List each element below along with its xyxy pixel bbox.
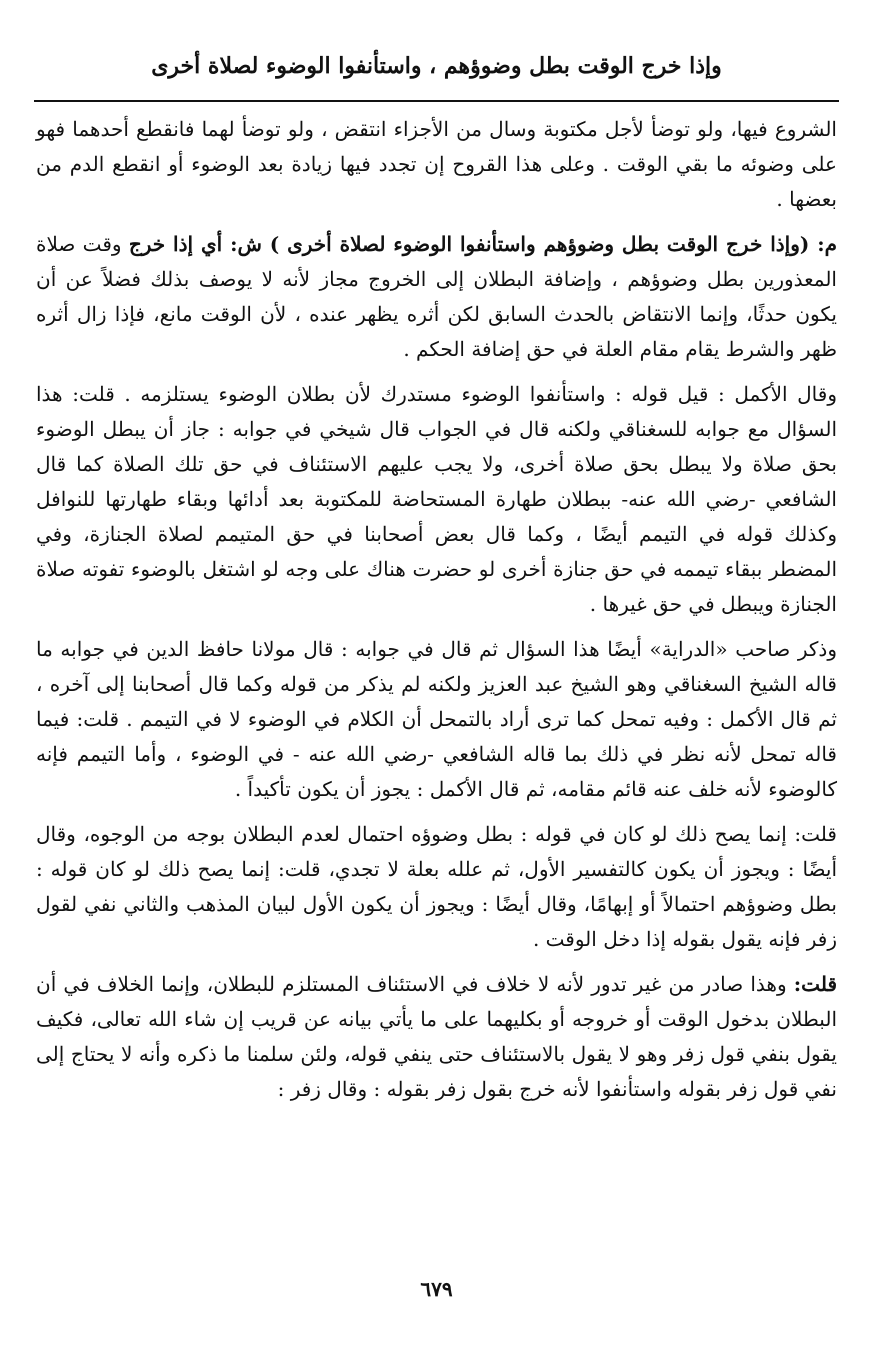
paragraph-1-text: الشروع فيها، ولو توضأ لأجل مكتوبة وسال من الأجزاء انتقض ، ولو توضأ لهما فانقطع أحدهما فهو على وضوئه ما بقي الوقت . وعلى هذا القروح إن تجدد فيها زيادة بعد الوضوء أو انقطع الدم من بعضها .: [36, 117, 837, 211]
paragraph-3-text: وقال الأكمل : قيل قوله : واستأنفوا الوضوء مستدرك لأن بطلان الوضوء يستلزمه . قلت: هذا السؤال مع جوابه للسغناقي ولكنه قال في الجواب قال شيخي في جوابه : جاز أن يبطل الوضوء بحق صلاة ولا يبطل بحق صلاة أخرى، ولا يجب عليهم الاستئناف في حق تلك الصلاة كما قال الشافعي -رضي الله عنه- ببطلان طهارة المستحاضة للمكتوبة بعد أدائها وبقاء طهارتها للنوافل وكذلك قوله في التيمم أيضًا ، وكما قال بعض أصحابنا في حق المتيمم لصلاة الجنازة، وفي المضطر ببقاء تيممه في حق جنازة أخرى لو حضرت هناك على وجه لو اشتغل بالوضوء تفوته صلاة الجنازة ويبطل في حق غيرها .: [36, 382, 837, 616]
paragraph-1: [36, 112, 837, 217]
paragraph-3: [36, 377, 837, 622]
paragraph-2: [36, 227, 837, 367]
paragraph-6: [36, 967, 837, 1107]
paragraph-4-text: وذكر صاحب «الدراية» أيضًا هذا السؤال ثم قال في جوابه : قال مولانا حافظ الدين في جوابه ما قاله الشيخ السغناقي وهو الشيخ عبد العزيز ولكنه لم يذكر من قوله وكما قال أصحابنا إلى آخره ، ثم قال الأكمل : وفيه تمحل كما ترى أراد بالتمحل أن الكلام في الوضوء لا في التيمم . قلت: فيما قاله تمحل لأنه نظر في ذلك بما قاله الشافعي -رضي الله عنه - في الوضوء ، وأما التيمم فإنه كالوضوء لأنه خلف عنه قائم مقامه، ثم قال الأكمل : يجوز أن يكون تأكيداً .: [36, 637, 837, 801]
paragraph-6-text: وهذا صادر من غير تدور لأنه لا خلاف في الاستئناف المستلزم للبطلان، وإنما الخلاف في أن البطلان بدخول الوقت أو خروجه أو بكليهما على ما يأتي بيانه عن قريب إن شاء الله تعالى، فكيف يقول بنفي قول زفر وهو لا يقول بالاستئناف حتى ينفي قوله، ولئن سلمنا ما ذكره وأنه لا يحتاج إلى نفي قول زفر بقوله واستأنفوا لأنه خرج بقول زفر بقوله : وقال زفر :: [36, 972, 837, 1101]
paragraph-5: [36, 817, 837, 957]
paragraph-2-lead: م: (وإذا خرج الوقت بطل وضوؤهم واستأنفوا الوضوء لصلاة أخرى ) ش: أي إذا خرج: [128, 232, 838, 256]
header-rule: [34, 100, 839, 102]
running-header: وإذا خرج الوقت بطل وضوؤهم ، واستأنفوا الوضوء لصلاة أخرى: [151, 53, 722, 79]
paragraph-5-text: قلت: إنما يصح ذلك لو كان في قوله : بطل وضوؤه احتمال لعدم البطلان بوجه من الوجوه، وقال أيضًا : ويجوز أن يكون كالتفسير الأول، ثم علله بعلة لا تجدي، قلت: إنما يصح ذلك لو كان قوله : بطل وضوؤهم احتمالاً أو إبهامًا، وقال أيضًا : ويجوز أن يكون الأول لبيان المذهب والثاني نفي لقول زفر فإنه يقول بقوله إذا دخل الوقت .: [36, 822, 838, 951]
paragraph-6-lead: قلت:: [793, 972, 837, 996]
paragraph-2-text: وقت صلاة المعذورين بطل وضوؤهم ، وإضافة البطلان إلى الخروج مجاز لأنه لا يوصف بذلك فضلاً عن أن يكون حدثًا، وإنما الانتقاض بالحدث السابق لكن أثره يظهر عنده ، لأن الوقت مانع، فإذا زال أثره ظهر والشرط يقام مقام العلة في حق إضافة الحكم .: [36, 232, 837, 361]
page-number: ٦٧٩: [420, 1277, 453, 1301]
paragraph-4: [36, 632, 837, 807]
body-text: [36, 112, 837, 1117]
